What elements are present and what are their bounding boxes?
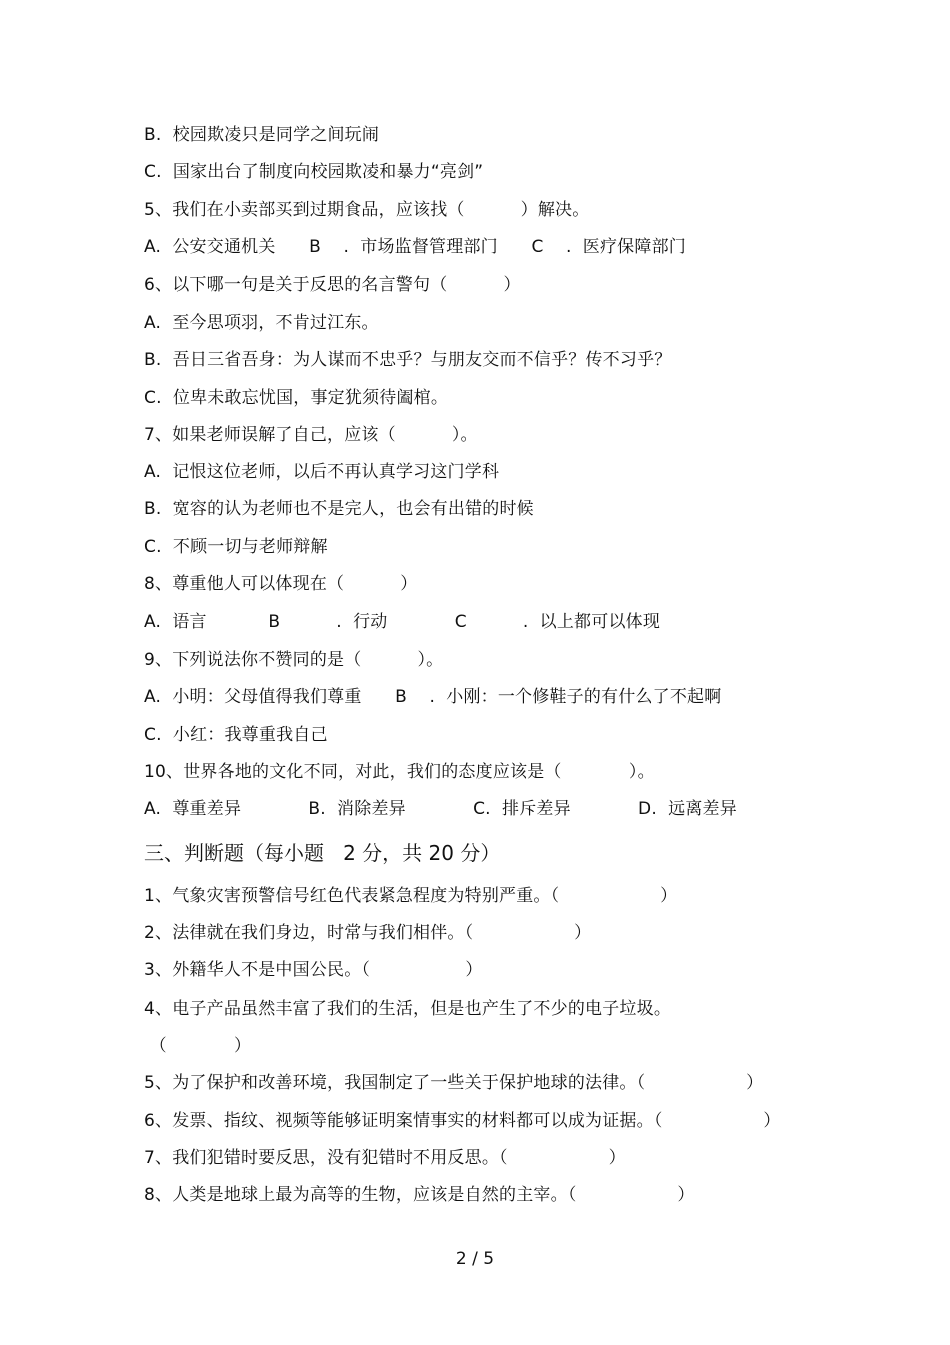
question-7-option-a: A. 记恨这位老师，以后不再认真学习这门学科 xyxy=(144,462,500,482)
judgement-4-blank: （ ） xyxy=(144,1036,252,1056)
question-7-option-b: B. 宽容的认为老师也不是完人，也会有出错的时候 xyxy=(144,499,534,519)
section-heading-judgement: 三、判断题（每小题 2 分，共 20 分） xyxy=(144,841,501,865)
question-6-option-c: C. 位卑未敢忘忧国，事定犹须待阖棺。 xyxy=(144,388,449,408)
question-9-option-c: C. 小红：我尊重我自己 xyxy=(144,725,328,745)
question-6: 6、以下哪一句是关于反思的名言警句（ ） xyxy=(144,275,521,295)
question-8-options: A. 语言 B . 行动 C . 以上都可以体现 xyxy=(144,612,661,632)
question-9-options-ab: A. 小明：父母值得我们尊重 B . 小刚：一个修鞋子的有什么了不起啊 xyxy=(144,687,722,707)
question-5-options: A. 公安交通机关 B . 市场监督管理部门 C . 医疗保障部门 xyxy=(144,237,686,257)
question-6-option-b: B. 吾日三省吾身：为人谋而不忠乎？与朋友交而不信乎？传不习乎？ xyxy=(144,350,672,370)
question-7-option-c: C. 不顾一切与老师辩解 xyxy=(144,537,328,557)
question-10-options: A. 尊重差异 B. 消除差异 C. 排斥差异 D. 远离差异 xyxy=(144,799,737,819)
option-b-bullying-play: B. 校园欺凌只是同学之间玩闹 xyxy=(144,125,380,145)
page-indicator: 2 / 5 xyxy=(455,1249,495,1269)
judgement-7: 7、我们犯错时要反思，没有犯错时不用反思。（ ） xyxy=(144,1148,626,1168)
question-8: 8、尊重他人可以体现在（ ） xyxy=(144,574,418,594)
judgement-8: 8、人类是地球上最为高等的生物，应该是自然的主宰。（ ） xyxy=(144,1185,695,1205)
judgement-3: 3、外籍华人不是中国公民。（ ） xyxy=(144,960,483,980)
judgement-4: 4、电子产品虽然丰富了我们的生活，但是也产生了不少的电子垃圾。 xyxy=(144,999,672,1019)
option-c-bullying-law: C. 国家出台了制度向校园欺凌和暴力“亮剑” xyxy=(144,162,484,182)
judgement-6: 6、发票、指纹、视频等能够证明案情事实的材料都可以成为证据。（ ） xyxy=(144,1111,781,1131)
question-10: 10、世界各地的文化不同，对此，我们的态度应该是（ ）。 xyxy=(144,762,655,782)
judgement-1: 1、气象灾害预警信号红色代表紧急程度为特别严重。（ ） xyxy=(144,886,678,906)
question-9: 9、下列说法你不赞同的是（ ）。 xyxy=(144,650,444,670)
question-7: 7、如果老师误解了自己，应该（ ）。 xyxy=(144,425,478,445)
question-6-option-a: A. 至今思项羽，不肯过江东。 xyxy=(144,313,379,333)
judgement-2: 2、法律就在我们身边，时常与我们相伴。（ ） xyxy=(144,923,592,943)
question-5: 5、我们在小卖部买到过期食品，应该找（ ）解决。 xyxy=(144,200,590,220)
judgement-5: 5、为了保护和改善环境，我国制定了一些关于保护地球的法律。（ ） xyxy=(144,1073,764,1093)
